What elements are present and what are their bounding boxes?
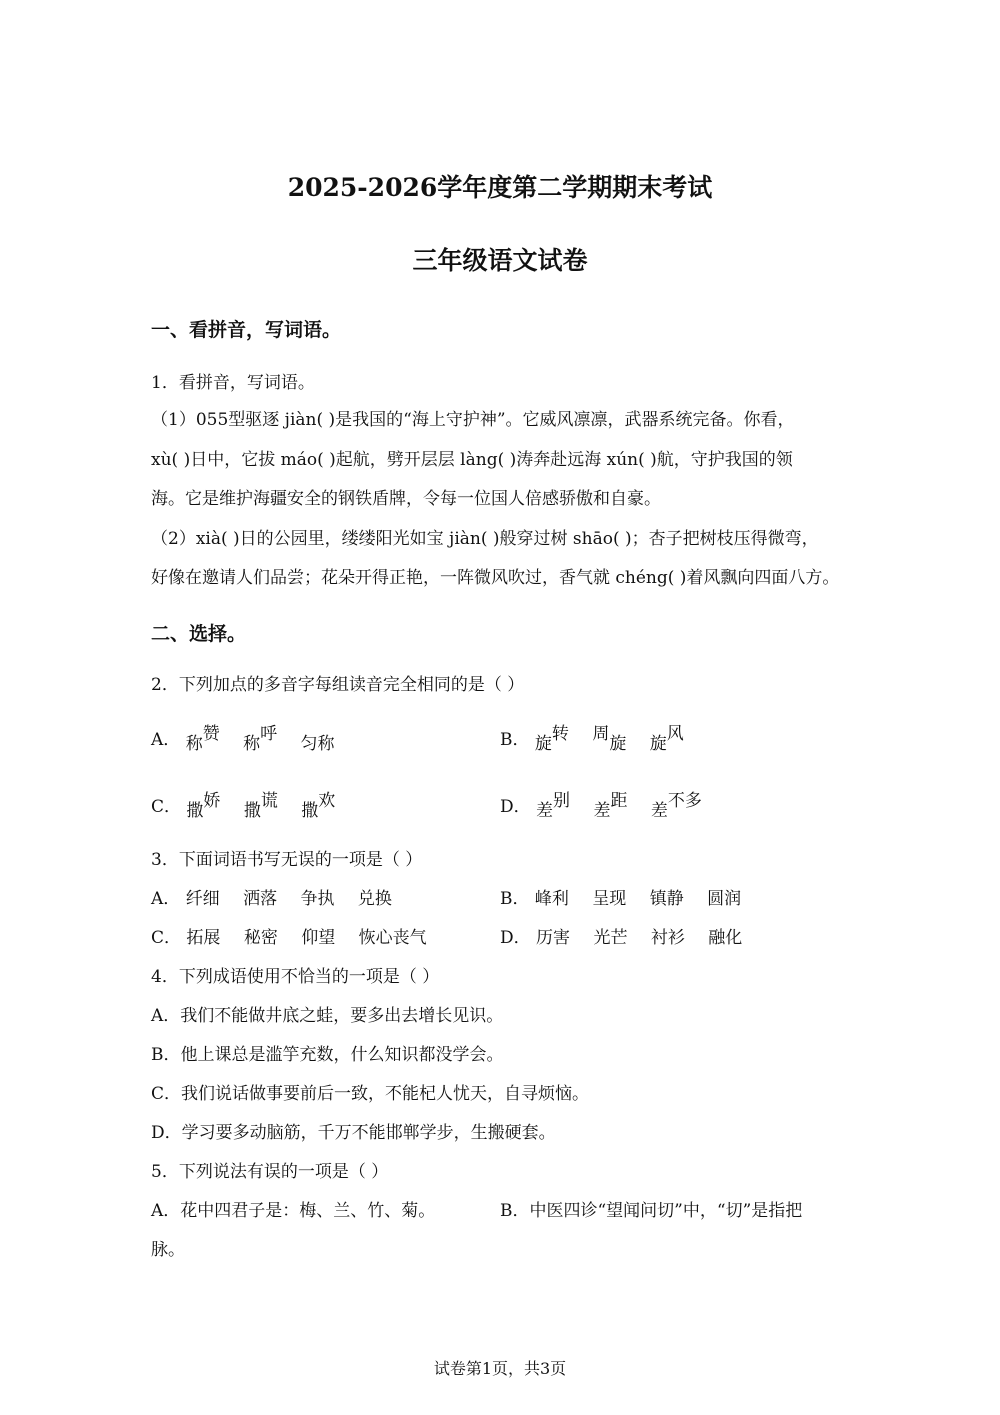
option-label: B．	[500, 889, 530, 909]
question-4-option-b[interactable]: B．他上课总是滥竽充数，什么知识都没学会。	[151, 1045, 504, 1065]
option-char: 别	[553, 791, 571, 811]
option-char: 赞	[202, 724, 220, 744]
option-char: 距	[610, 791, 628, 811]
option-char: 称	[185, 734, 203, 754]
option-word: 镇静	[649, 889, 684, 909]
question-5-option-b-continued: 脉。	[151, 1240, 185, 1260]
option-char: 谎	[260, 791, 278, 811]
option-char: 呼	[260, 724, 278, 744]
question-2-option-b[interactable]	[500, 724, 684, 754]
option-char: 差	[593, 801, 611, 821]
question-5-stem: 5．下列说法有误的一项是（ ）	[151, 1162, 389, 1182]
option-word: 洒落	[243, 889, 278, 909]
option-word: 衬衫	[650, 928, 685, 948]
question-1-passage	[151, 401, 863, 599]
option-label: D．	[500, 928, 531, 948]
option-word: 仰望	[301, 928, 336, 948]
option-char: 周	[592, 724, 610, 744]
question-4-option-a[interactable]: A．我们不能做井底之蛙，要多出去增长见识。	[151, 1006, 504, 1026]
option-char: 撒	[243, 801, 261, 821]
section-2-heading: 二、选择。	[151, 623, 247, 645]
question-2-stem: 2．下列加点的多音字每组读音完全相同的是（ ）	[151, 675, 525, 695]
option-char: 差	[536, 801, 554, 821]
question-2-option-d[interactable]	[500, 791, 702, 821]
option-char: 称	[243, 734, 261, 754]
passage-1-line-3: 海。它是维护海疆安全的钢铁盾牌，令每一位国人倍感骄傲和自豪。	[151, 489, 661, 509]
question-3-option-c[interactable]	[151, 926, 427, 950]
question-4-option-d[interactable]: D．学习要多动脑筋，千万不能邯郸学步，生搬硬套。	[151, 1123, 556, 1143]
question-2-option-a[interactable]	[151, 724, 335, 754]
question-4-option-c[interactable]: C．我们说话做事要前后一致，不能杞人忧天，自寻烦恼。	[151, 1084, 590, 1104]
option-label: A．	[151, 889, 181, 909]
option-label: C．	[151, 797, 182, 817]
option-char: 娇	[203, 791, 221, 811]
question-1-stem: 1．看拼音，写词语。	[151, 373, 315, 393]
option-char: 风	[666, 724, 684, 744]
option-label: D．	[500, 797, 531, 817]
option-label: B．	[500, 730, 530, 750]
option-label: C．	[151, 928, 182, 948]
question-5-option-a[interactable]: A．花中四君子是：梅、兰、竹、菊。	[151, 1201, 436, 1221]
passage-1-line-1: （1）055型驱逐 jiàn( )是我国的“海上守护神”。它威风凛凛，武器系统完备。你看，	[151, 410, 795, 430]
question-2-option-c[interactable]	[151, 791, 336, 821]
option-char: 旋	[609, 734, 627, 754]
question-3-option-d[interactable]	[500, 926, 742, 950]
question-3-option-a[interactable]	[151, 887, 392, 911]
exam-subtitle: 三年级语文试卷	[412, 246, 588, 275]
page-footer: 试卷第1页，共3页	[433, 1359, 567, 1378]
option-word: 拓展	[186, 928, 221, 948]
option-word: 光芒	[593, 928, 628, 948]
option-word: 历害	[536, 928, 571, 948]
option-word: 圆润	[707, 889, 742, 909]
passage-1-line-2: xù( )日中，它拔 máo( )起航，劈开层层 làng( )涛奔赴远海 xún( )航，守护我国的领	[151, 449, 793, 470]
option-char: 称	[317, 734, 335, 754]
option-word: 恢心丧气	[358, 928, 427, 948]
question-3-option-b[interactable]	[500, 887, 741, 911]
option-word: 秘密	[243, 928, 278, 948]
option-char: 撒	[186, 801, 204, 821]
option-word: 峰利	[534, 889, 569, 909]
option-char: 匀	[300, 734, 318, 754]
question-3-stem: 3．下面词语书写无误的一项是（ ）	[151, 850, 423, 870]
option-word: 纤细	[185, 889, 220, 909]
option-char: 差	[650, 801, 668, 821]
option-label: A．	[151, 730, 181, 750]
section-1-heading: 一、看拼音，写词语。	[151, 319, 342, 341]
option-char: 不多	[667, 791, 702, 811]
option-word: 呈现	[592, 889, 627, 909]
option-char: 转	[551, 724, 569, 744]
question-4-stem: 4．下列成语使用不恰当的一项是（ ）	[151, 967, 440, 987]
question-5-option-b[interactable]: B．中医四诊“望闻问切”中，“切”是指把	[500, 1201, 803, 1221]
option-char: 旋	[534, 734, 552, 754]
passage-2-line-1: （2）xià( )日的公园里，缕缕阳光如宝 jiàn( )般穿过树 shāo( )；杏子把树枝压得微弯，	[151, 528, 819, 549]
option-word: 争执	[300, 889, 335, 909]
passage-2-line-2: 好像在邀请人们品尝；花朵开得正艳，一阵微风吹过，香气就 chéng( )着风飘向四面八方。	[151, 568, 840, 588]
option-char: 欢	[318, 791, 336, 811]
option-word: 兑换	[357, 889, 392, 909]
option-char: 撒	[301, 801, 319, 821]
option-word: 融化	[708, 928, 743, 948]
option-char: 旋	[649, 734, 667, 754]
exam-title: 2025-2026学年度第二学期期末考试	[287, 173, 713, 202]
